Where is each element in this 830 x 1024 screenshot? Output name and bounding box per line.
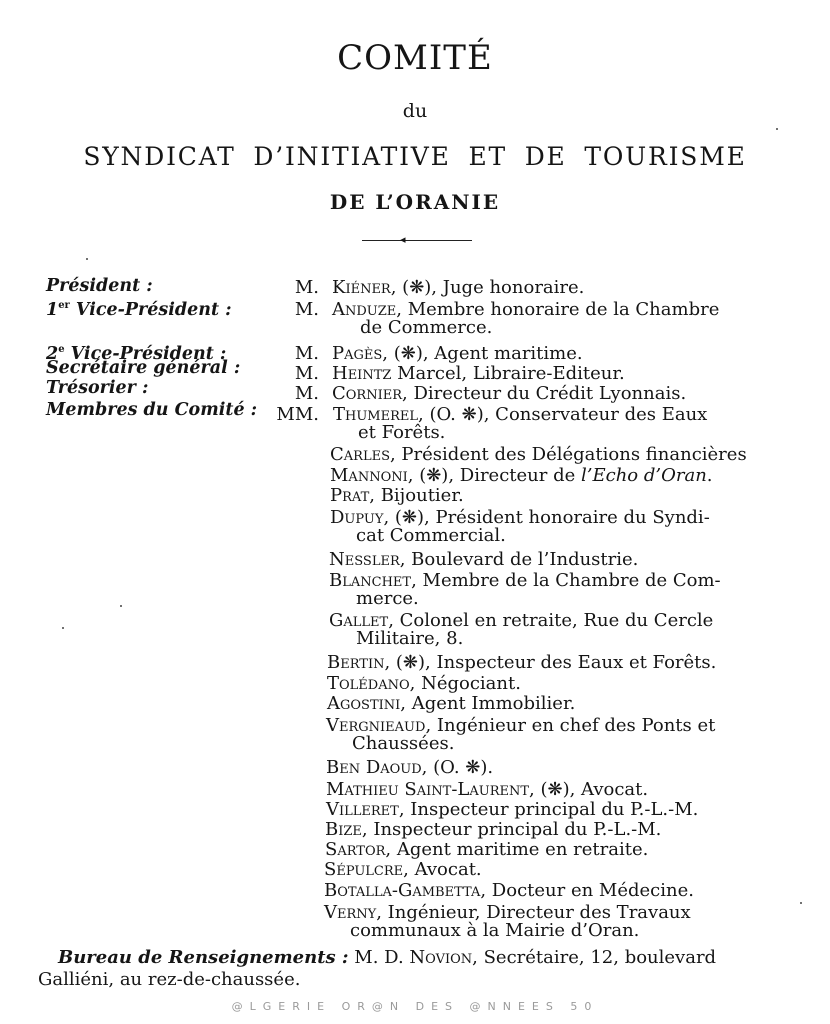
member-entry	[332, 344, 583, 364]
member-detail: Militaire, 8.	[356, 628, 464, 649]
role-ordinal: 2	[46, 343, 59, 364]
honorific: M.	[294, 383, 319, 404]
member-name: Verny	[324, 902, 377, 923]
bureau-label: Bureau de Renseignements :	[58, 947, 349, 968]
member-name: Gallet	[329, 610, 389, 631]
region-name: DE L’ORANIE	[329, 190, 501, 214]
member-detail: , (❋), Agent maritime.	[382, 343, 583, 364]
bureau-address: Galliéni, au rez-de-chaussée.	[38, 969, 301, 990]
member-detail: , Négociant.	[409, 673, 521, 694]
member-name: Villeret	[326, 799, 399, 820]
member-entry	[326, 800, 698, 820]
member-entry	[325, 820, 661, 840]
role-ordinal-suffix: e	[58, 344, 65, 355]
role-text: Trésorier :	[46, 378, 149, 398]
bureau-detail: , Secrétaire, 12, boulevard	[472, 947, 717, 968]
bureau-prefix: M. D.	[348, 947, 410, 968]
member-name: Ben Daoud	[326, 757, 422, 778]
member-detail: , (❋), Avocat.	[529, 779, 649, 800]
member-entry	[327, 653, 716, 673]
member-detail: Chaussées.	[352, 733, 455, 754]
member-entry-continuation	[356, 589, 419, 609]
member-name: Anduze	[332, 299, 397, 320]
member-detail: , (❋), Directeur de	[407, 465, 581, 486]
member-entry	[324, 881, 694, 901]
member-detail: , Docteur en Médecine.	[480, 880, 694, 901]
member-name: Sépulcre	[324, 859, 404, 880]
member-entry-continuation	[360, 318, 492, 338]
member-detail: , Agent Immobilier.	[400, 693, 576, 714]
honorific: M.	[294, 299, 319, 320]
member-name: Blanchet	[329, 570, 412, 591]
member-detail: , Directeur du Crédit Lyonnais.	[402, 383, 687, 404]
member-entry	[325, 840, 648, 860]
role-text: Secrétaire général :	[46, 358, 241, 378]
member-name: Bertin	[327, 652, 385, 673]
member-name: Nessler	[329, 549, 400, 570]
member-name: Carles	[330, 444, 390, 465]
member-detail: , (O. ❋), Conservateur des Eaux	[418, 404, 708, 425]
role-text: Membres du Comité :	[46, 400, 258, 420]
member-detail: , (❋), Président honoraire du Syndi-	[383, 507, 710, 528]
subtitle-du: du	[402, 100, 428, 122]
member-detail: , Membre honoraire de la Chambre	[396, 299, 720, 320]
print-speck	[62, 627, 64, 629]
member-name: Vergnieaud	[326, 715, 426, 736]
newspaper-title: l’Echo d’Oran	[581, 465, 707, 486]
print-speck	[800, 902, 802, 904]
page-title: COMITÉ	[337, 38, 493, 78]
member-detail: communaux à la Mairie d’Oran.	[350, 920, 640, 941]
member-entry	[330, 466, 713, 486]
member-name: Heintz	[332, 363, 392, 384]
member-name: Tolédano	[327, 673, 410, 694]
role-label	[46, 378, 148, 398]
honorific: M.	[294, 343, 319, 364]
organization-name: SYNDICAT D’INITIATIVE ET DE TOURISME	[83, 142, 747, 171]
role-text: Vice-Président :	[69, 299, 232, 320]
role-label	[46, 400, 257, 420]
divider-ornament-icon: ◂	[400, 233, 406, 246]
role-ordinal-suffix: er	[58, 300, 70, 311]
member-entry-continuation	[352, 734, 454, 754]
member-name: Mannoni	[330, 465, 408, 486]
watermark: @LGERIE OR@N DES @NNEES 50	[231, 1000, 599, 1013]
member-detail: , (❋), Juge honoraire.	[390, 277, 585, 298]
member-name: Kiéner	[332, 277, 391, 298]
honorific: MM.	[276, 404, 319, 425]
title-divider	[362, 240, 472, 241]
member-detail: , Bijoutier.	[369, 485, 464, 506]
member-name: Prat	[330, 485, 370, 506]
role-ordinal: 1	[46, 299, 59, 320]
member-entry-continuation	[356, 526, 506, 546]
member-entry	[327, 674, 521, 694]
member-name: Dupuy	[330, 507, 384, 528]
member-detail: , (O. ❋).	[421, 757, 494, 778]
member-name: Thumerel	[333, 404, 419, 425]
print-speck	[120, 605, 122, 607]
member-entry	[324, 860, 482, 880]
member-detail: , (❋), Inspecteur des Eaux et Forêts.	[384, 652, 717, 673]
member-entry-continuation	[356, 629, 463, 649]
member-entry	[326, 780, 648, 800]
role-text: Vice-Président :	[64, 343, 227, 364]
member-detail: , Avocat.	[403, 859, 482, 880]
honorific: M.	[294, 363, 319, 384]
member-detail: merce.	[356, 588, 419, 609]
member-name: Bize	[325, 819, 362, 840]
member-detail: cat Commercial.	[356, 525, 506, 546]
member-name: Cornier	[332, 383, 403, 404]
member-name: Botalla-Gambetta	[324, 880, 481, 901]
member-detail: , Inspecteur principal du P.-L.-M.	[361, 819, 662, 840]
information-bureau	[58, 948, 716, 968]
member-detail: Marcel, Libraire-Editeur.	[391, 363, 625, 384]
member-entry	[330, 445, 747, 465]
member-detail: et Forêts.	[358, 422, 446, 443]
member-entry	[329, 550, 638, 570]
member-entry-continuation	[350, 921, 639, 941]
member-detail: , Président des Délégations financières	[389, 444, 747, 465]
print-speck	[86, 258, 88, 260]
member-entry	[332, 384, 686, 404]
member-detail: , Ingénieur, Directeur des Travaux	[376, 902, 691, 923]
member-detail: , Ingénieur en chef des Ponts et	[425, 715, 716, 736]
member-detail: , Membre de la Chambre de Com-	[411, 570, 721, 591]
member-detail: , Boulevard de l’Industrie.	[399, 549, 639, 570]
member-entry	[330, 486, 464, 506]
print-speck	[776, 128, 778, 130]
member-detail: de Commerce.	[360, 317, 493, 338]
member-detail: , Colonel en retraite, Rue du Cercle	[388, 610, 714, 631]
role-label	[46, 296, 232, 320]
role-label	[46, 358, 240, 378]
member-entry-continuation	[358, 423, 445, 443]
member-entry	[326, 758, 493, 778]
member-entry	[332, 364, 625, 384]
member-name: Agostini	[327, 693, 401, 714]
member-entry	[327, 694, 575, 714]
honorific: M.	[294, 277, 319, 298]
member-detail: , Agent maritime en retraite.	[385, 839, 649, 860]
member-entry	[332, 278, 584, 298]
member-name: Sartor	[325, 839, 386, 860]
bureau-name: Novion	[409, 947, 473, 968]
member-detail: , Inspecteur principal du P.-L.-M.	[398, 799, 699, 820]
role-label	[46, 276, 153, 296]
role-text: Président :	[46, 276, 153, 296]
member-detail-tail: .	[706, 465, 713, 486]
member-name: Mathieu Saint-Laurent	[326, 779, 530, 800]
member-name: Pagès	[332, 343, 383, 364]
